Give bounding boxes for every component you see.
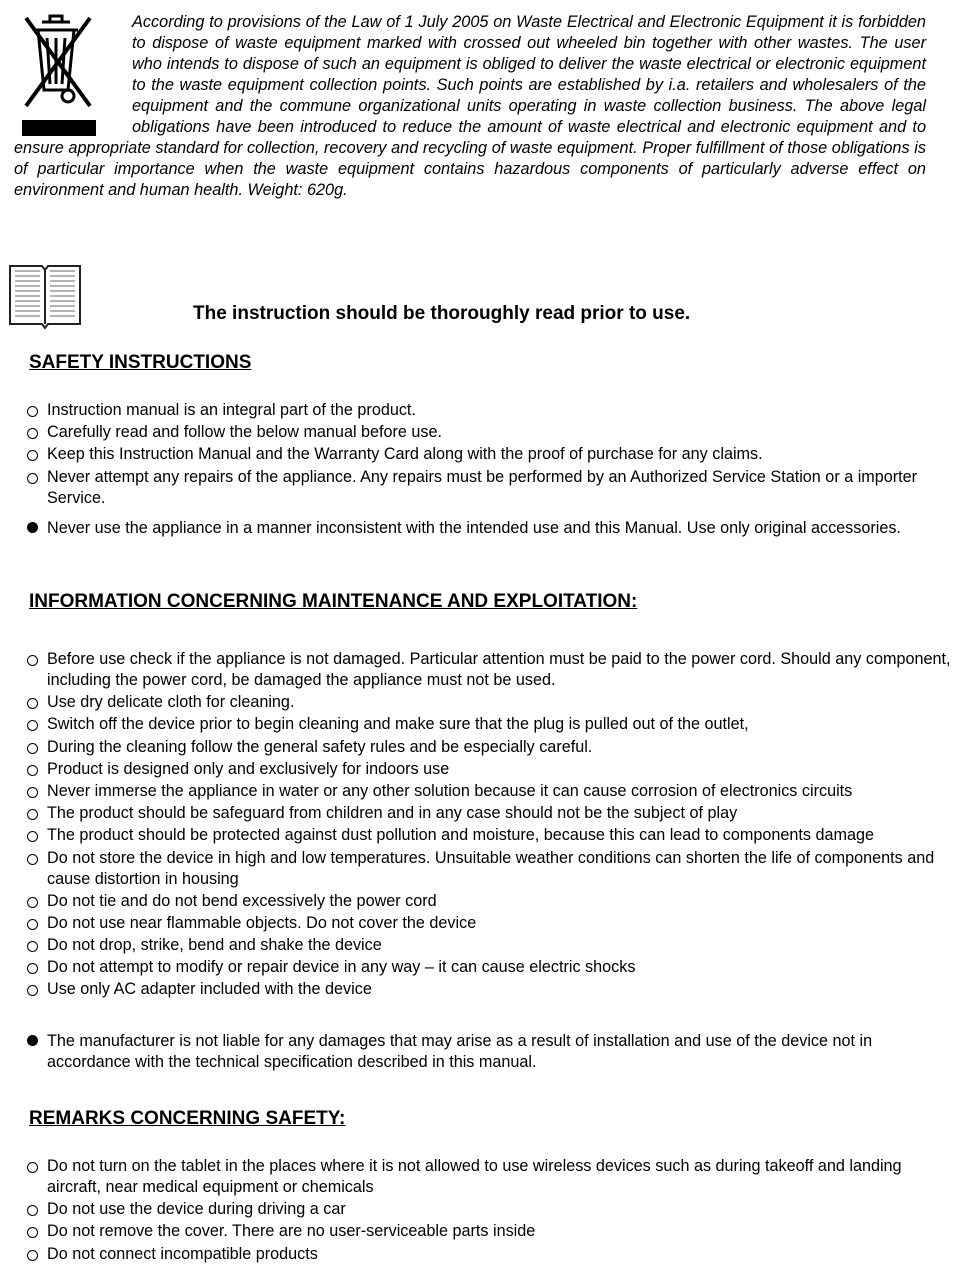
bullet-icon xyxy=(27,831,38,842)
list-item: Before use check if the appliance is not damaged. Particular attention must be paid to the power cord. Should any component, including the power cord, be damaged the appliance must not be used. xyxy=(22,649,958,691)
list-item: Do not drop, strike, bend and shake the device xyxy=(22,935,958,956)
bullet-icon xyxy=(27,963,38,974)
list-item: Do not turn on the tablet in the places where it is not allowed to use wireless devices such as during takeoff and landing aircraft, near medical equipment or chemicals xyxy=(22,1156,958,1198)
list-item: Never attempt any repairs of the appliance. Any repairs must be performed by an Authorized Service Station or a importer Service. xyxy=(22,467,958,509)
bullet-icon xyxy=(27,743,38,754)
list-item: Do not use the device during driving a car xyxy=(22,1199,958,1220)
list-item: Instruction manual is an integral part of the product. xyxy=(22,400,958,421)
list-item: The manufacturer is not liable for any damages that may arise as a result of installation and use of the device not in accordance with the technical specification described in this manual. xyxy=(22,1031,958,1073)
bullet-icon xyxy=(27,655,38,666)
bullet-icon xyxy=(27,854,38,865)
bullet-icon xyxy=(27,698,38,709)
list-item: Do not store the device in high and low temperatures. Unsuitable weather conditions can shorten the life of components and cause distortion in housing xyxy=(22,848,958,890)
list-item: Switch off the device prior to begin cleaning and make sure that the plug is pulled out of the outlet, xyxy=(22,714,958,735)
list-item: Do not tie and do not bend excessively the power cord xyxy=(22,891,958,912)
list-item: Do not attempt to modify or repair device in any way – it can cause electric shocks xyxy=(22,957,958,978)
bullet-icon xyxy=(27,450,38,461)
remarks-list xyxy=(22,1156,958,1266)
list-item: Keep this Instruction Manual and the Warranty Card along with the proof of purchase for any claims. xyxy=(22,444,958,465)
list-item: During the cleaning follow the general safety rules and be especially careful. xyxy=(22,737,958,758)
list-item: Use dry delicate cloth for cleaning. xyxy=(22,692,958,713)
bullet-icon xyxy=(27,985,38,996)
list-item: Do not remove the cover. There are no user-serviceable parts inside xyxy=(22,1221,958,1242)
bullet-icon xyxy=(27,1227,38,1238)
bullet-icon xyxy=(27,428,38,439)
bullet-icon xyxy=(27,809,38,820)
list-item: Do not connect incompatible products xyxy=(22,1244,958,1265)
bullet-icon xyxy=(27,720,38,731)
safety-instructions-heading: SAFETY INSTRUCTIONS xyxy=(29,352,252,373)
list-item: Carefully read and follow the below manual before use. xyxy=(22,422,958,443)
bullet-icon xyxy=(27,787,38,798)
list-item: Never use the appliance in a manner inconsistent with the intended use and this Manual. Use only original accessories. xyxy=(22,518,958,539)
bullet-icon xyxy=(27,765,38,776)
bullet-icon xyxy=(27,1250,38,1261)
safety-list xyxy=(22,400,958,510)
maintenance-list xyxy=(22,649,958,1002)
list-item: The product should be safeguard from children and in any case should not be the subject of play xyxy=(22,803,958,824)
bullet-icon xyxy=(27,1205,38,1216)
list-item: Use only AC adapter included with the device xyxy=(22,979,958,1000)
bullet-icon xyxy=(27,1162,38,1173)
list-item: The product should be protected against dust pollution and moisture, because this can lead to components damage xyxy=(22,825,958,846)
bullet-icon xyxy=(27,941,38,952)
remarks-heading: REMARKS CONCERNING SAFETY: xyxy=(29,1108,346,1129)
read-instruction-notice: The instruction should be thoroughly read prior to use. xyxy=(193,303,691,324)
filled-bullet-icon xyxy=(27,522,38,533)
bullet-icon xyxy=(27,919,38,930)
bullet-icon xyxy=(27,406,38,417)
list-item: Do not use near flammable objects. Do not cover the device xyxy=(22,913,958,934)
safety-list-filled xyxy=(22,518,958,540)
list-item: Product is designed only and exclusively for indoors use xyxy=(22,759,958,780)
bullet-icon xyxy=(27,473,38,484)
maintenance-list-filled xyxy=(22,1031,958,1074)
weee-disposal-notice: According to provisions of the Law of 1 July 2005 on Waste Electrical and Electronic Equipment it is forbidden to dispose of waste equipment marked with crossed out wheeled bin together with other wastes. The user who intends to dispose of such an equipment is obliged to deliver the waste electrical or electronic equipment to the waste equipment collection points. Such points are established by i.a. retailers and wholesalers of the equipment and the commune organizational units operating in waste collection business. The above legal obligations have been introduced to reduce the amount of waste electrical and electronic equipment and to ensure appropriate standard for collection, recovery and recycling of waste equipment. Proper fulfillment of those obligations is of particular importance when the waste equipment contains hazardous components of particularly adverse effect on environment and human health. Weight: 620g. xyxy=(14,13,926,199)
open-book-icon xyxy=(6,262,84,332)
maintenance-heading: INFORMATION CONCERNING MAINTENANCE AND EXPLOITATION: xyxy=(29,591,638,612)
list-item: Never immerse the appliance in water or any other solution because it can cause corrosion of electronics circuits xyxy=(22,781,958,802)
filled-bullet-icon xyxy=(27,1035,38,1046)
bullet-icon xyxy=(27,897,38,908)
